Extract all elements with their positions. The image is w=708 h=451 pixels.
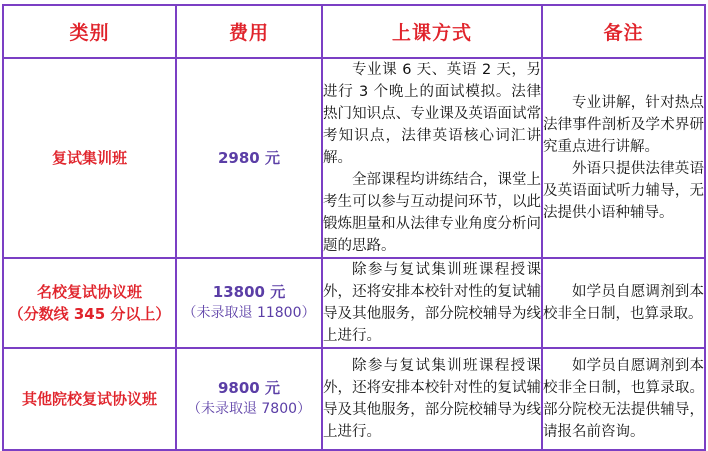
- class-name: 其他院校复试协议班: [21, 390, 157, 408]
- fee-cell: [176, 348, 322, 450]
- table-row: [3, 58, 705, 258]
- method-cell: [322, 258, 542, 348]
- fee-refund: （未录取退 7800）: [186, 401, 312, 417]
- remark-paragraph: 专业讲解，针对热点法律事件剖析及学术界研究重点进行讲解。: [543, 95, 704, 155]
- fee-amount: 13800 元: [212, 283, 286, 301]
- fee-amount: 2980 元: [218, 148, 280, 167]
- class-name-cell: [3, 348, 176, 450]
- remark-cell: [542, 58, 705, 258]
- fee-cell: [176, 258, 322, 348]
- method-paragraph: 除参与复试集训班课程授课外，还将安排本校针对性的复试辅导及其他服务，部分院校辅导为线上进行。: [323, 358, 541, 440]
- fee-amount: 9800 元: [218, 379, 280, 397]
- fee-cell: [176, 58, 322, 258]
- class-name: 名校复试协议班: [36, 283, 142, 301]
- header-category: 类别: [3, 5, 176, 58]
- method-cell: [322, 58, 542, 258]
- method-paragraph: 专业课 6 天、英语 2 天，另进行 3 个晚上的面试模拟。法律热门知识点、专业课及英语面试常考知识点，法律英语核心词汇讲解。: [323, 62, 541, 166]
- table-row: [3, 258, 705, 348]
- class-score-requirement: （分数线 345 分以上）: [8, 305, 171, 323]
- class-name-cell: [3, 258, 176, 348]
- remark-cell: [542, 348, 705, 450]
- method-paragraph: 全部课程均讲练结合，课堂上考生可以参与互动提问环节，以此锻炼胆量和从法律专业角度分析问题的思路。: [323, 172, 541, 254]
- header-method: 上课方式: [322, 5, 542, 58]
- header-remark: 备注: [542, 5, 705, 58]
- header-fee: 费用: [176, 5, 322, 58]
- method-paragraph: 除参与复试集训班课程授课外，还将安排本校针对性的复试辅导及其他服务，部分院校辅导为线上进行。: [323, 262, 541, 344]
- class-name: 复试集训班: [51, 149, 127, 167]
- method-cell: [322, 348, 542, 450]
- fee-refund: （未录取退 11800）: [182, 305, 316, 321]
- remark-paragraph: 外语只提供法律英语及英语面试听力辅导，无法提供小语种辅导。: [543, 161, 704, 221]
- remark-cell: [542, 258, 705, 348]
- class-name-cell: [3, 58, 176, 258]
- remark-paragraph: 如学员自愿调剂到本校非全日制，也算录取。部分院校无法提供辅导，请报名前咨询。: [543, 358, 704, 440]
- course-table: [2, 4, 706, 451]
- header-row: [3, 5, 705, 58]
- table-row: [3, 348, 705, 450]
- remark-paragraph: 如学员自愿调剂到本校非全日制，也算录取。: [543, 284, 704, 322]
